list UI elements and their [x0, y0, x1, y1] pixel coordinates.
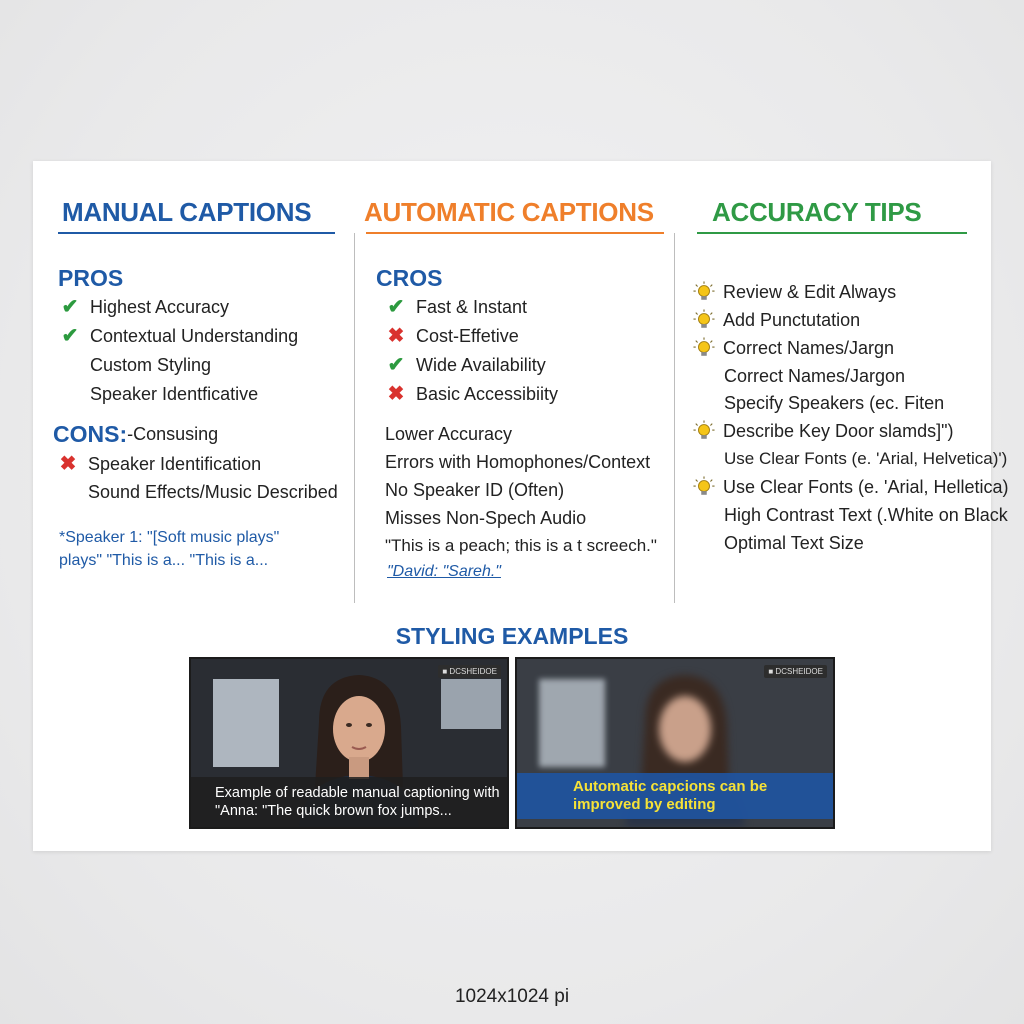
recording-badge: ■ DCSHEIDOE	[764, 665, 827, 678]
tip-item: Specify Speakers (ec. Fiten	[724, 393, 945, 413]
tip-item: Describe Key Door slamds]")	[693, 420, 953, 442]
accuracy-tips-title: ACCURACY TIPS	[712, 197, 922, 227]
tip-item: Review & Edit Always	[693, 281, 896, 303]
automatic-con-item: Errors with Homophones/Context	[385, 452, 651, 472]
background-window	[539, 679, 605, 767]
tip-item: Use Clear Fonts (e. 'Arial, Helletica)	[693, 476, 1009, 498]
automatic-con-item: Lower Accuracy	[385, 424, 513, 444]
manual-captions-title: MANUAL CAPTIONS	[62, 197, 312, 227]
infographic-card	[33, 161, 1009, 851]
automatic-caption-video[interactable]	[515, 657, 835, 829]
tip-item: Optimal Text Size	[724, 533, 864, 553]
check-icon: ✔	[387, 296, 405, 318]
background-window	[213, 679, 279, 767]
check-icon: ✔	[61, 325, 79, 347]
lightbulb-icon	[693, 309, 715, 331]
automatic-caption-overlay: Automatic capcions can be improved by editing	[517, 773, 833, 819]
tip-item: Correct Names/Jargon	[724, 366, 906, 386]
tip-item: Add Punctutation	[693, 309, 860, 331]
lightbulb-icon	[693, 281, 715, 303]
automatic-pros-heading: CROS	[376, 265, 443, 291]
automatic-pro-item: ✖ Basic Accessibiity	[384, 383, 558, 405]
lightbulb-icon	[693, 337, 715, 359]
tips-title-rule	[697, 232, 967, 234]
cross-icon: ✖	[387, 325, 405, 347]
automatic-pro-item: ✔ Fast & Instant	[384, 296, 527, 318]
tip-item: High Contrast Text (.White on Black	[724, 505, 1008, 525]
lightbulb-icon	[693, 476, 715, 498]
dimension-label: 1024x1024 pi	[454, 986, 570, 1007]
recording-badge: ■ DCSHEIDOE	[438, 665, 501, 678]
automatic-pro-item: ✖ Cost-Effetive	[384, 325, 519, 347]
manual-title-rule	[58, 232, 335, 234]
automatic-pro-item: ✔ Wide Availability	[384, 354, 546, 376]
automatic-con-item: "This is a peach; this is a t screech."	[385, 536, 657, 555]
manual-pro-item: ✔ Highest Accuracy	[58, 296, 229, 318]
column-divider-2	[674, 233, 675, 603]
automatic-con-item: No Speaker ID (Often)	[385, 480, 565, 500]
manual-cons-heading: CONS: -Consusing	[53, 421, 219, 447]
automatic-captions-title: AUTOMATIC CAPTIONS	[364, 197, 654, 227]
check-icon: ✔	[61, 296, 79, 318]
cross-icon: ✖	[59, 453, 77, 475]
tip-item: Correct Names/Jargn	[693, 337, 894, 359]
cross-icon: ✖	[387, 383, 405, 405]
manual-con-item: ✖ Speaker Identification	[56, 453, 261, 475]
check-icon: ✔	[387, 354, 405, 376]
manual-caption-overlay: Example of readable manual captioning with "Anna: "The quick brown fox jumps...	[191, 777, 507, 827]
manual-example-line: *Speaker 1: "[Soft music plays"	[59, 529, 280, 546]
manual-pros-heading: PROS	[58, 265, 124, 291]
tip-item: Use Clear Fonts (e. 'Arial, Helvetica)')	[724, 449, 1008, 468]
automatic-title-rule	[366, 232, 664, 234]
lightbulb-icon	[693, 420, 715, 442]
styling-examples-title: STYLING EXAMPLES	[395, 623, 629, 649]
automatic-example-link[interactable]: "David: "Sareh."	[387, 563, 501, 580]
manual-example-line: plays" "This is a... "This is a...	[59, 552, 269, 569]
background-window	[441, 679, 501, 729]
automatic-con-item: Misses Non-Spech Audio	[385, 508, 587, 528]
manual-pro-item: Custom Styling	[90, 355, 212, 375]
column-divider-1	[354, 233, 355, 603]
manual-caption-video[interactable]	[189, 657, 509, 829]
manual-pro-item: ✔ Contextual Understanding	[58, 325, 298, 347]
manual-pro-item: Speaker Identficative	[90, 384, 259, 404]
manual-con-item: Sound Effects/Music Described	[88, 482, 338, 502]
